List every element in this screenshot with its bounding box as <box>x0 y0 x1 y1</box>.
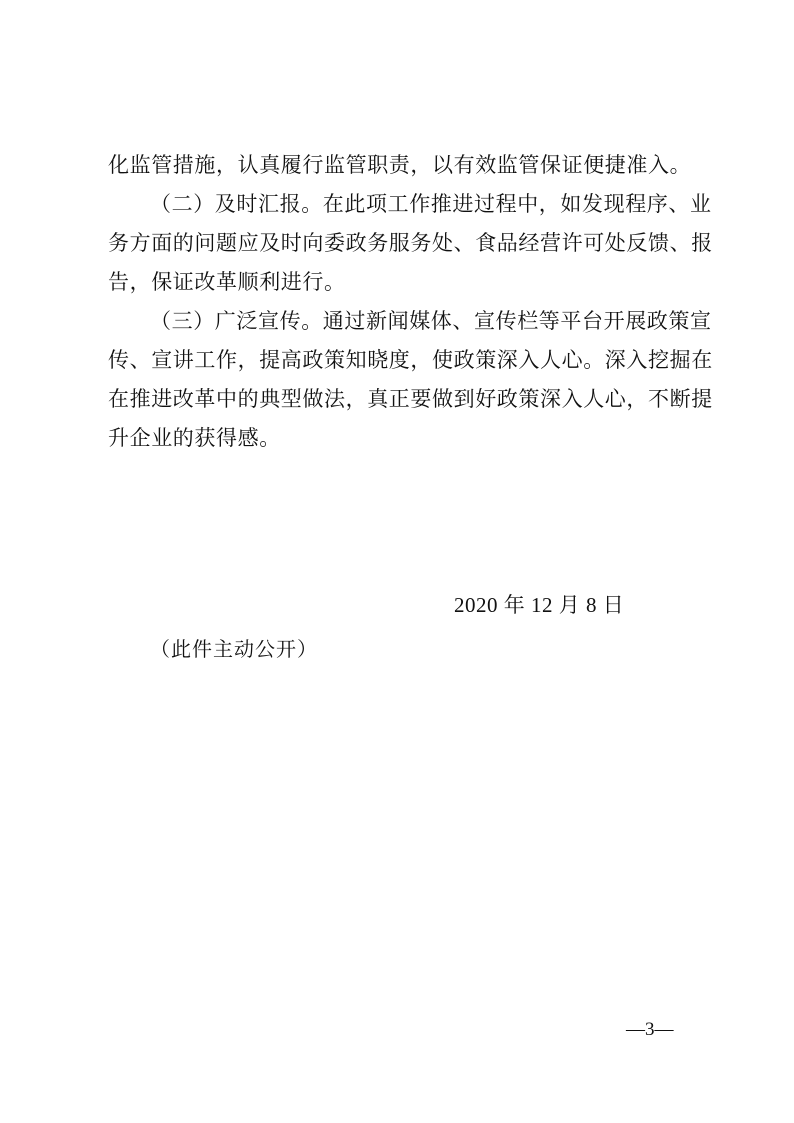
paragraph-line-3: 务方面的问题应及时向委政务服务处、食品经营许可处反馈、报 <box>108 231 713 255</box>
disclosure-note: （此件主动公开） <box>150 637 318 661</box>
paragraph-line-4: 告，保证改革顺利进行。 <box>108 270 346 294</box>
paragraph-line-5: （三）广泛宣传。通过新闻媒体、宣传栏等平台开展政策宣 <box>150 309 712 333</box>
document-date: 2020 年 12 月 8 日 <box>454 593 625 617</box>
paragraph-line-1: 化监管措施，认真履行监管职责，以有效监管保证便捷准入。 <box>108 153 692 177</box>
paragraph-line-6: 传、宣讲工作，提高政策知晓度，使政策深入人心。深入挖掘在 <box>108 348 713 372</box>
paragraph-line-8: 升企业的获得感。 <box>108 426 281 450</box>
paragraph-line-2: （二）及时汇报。在此项工作推进过程中，如发现程序、业 <box>150 192 712 216</box>
body-text <box>108 146 713 458</box>
page-number: —3— <box>626 1019 674 1040</box>
paragraph-line-7: 在推进改革中的典型做法，真正要做到好政策深入人心，不断提 <box>108 387 713 411</box>
